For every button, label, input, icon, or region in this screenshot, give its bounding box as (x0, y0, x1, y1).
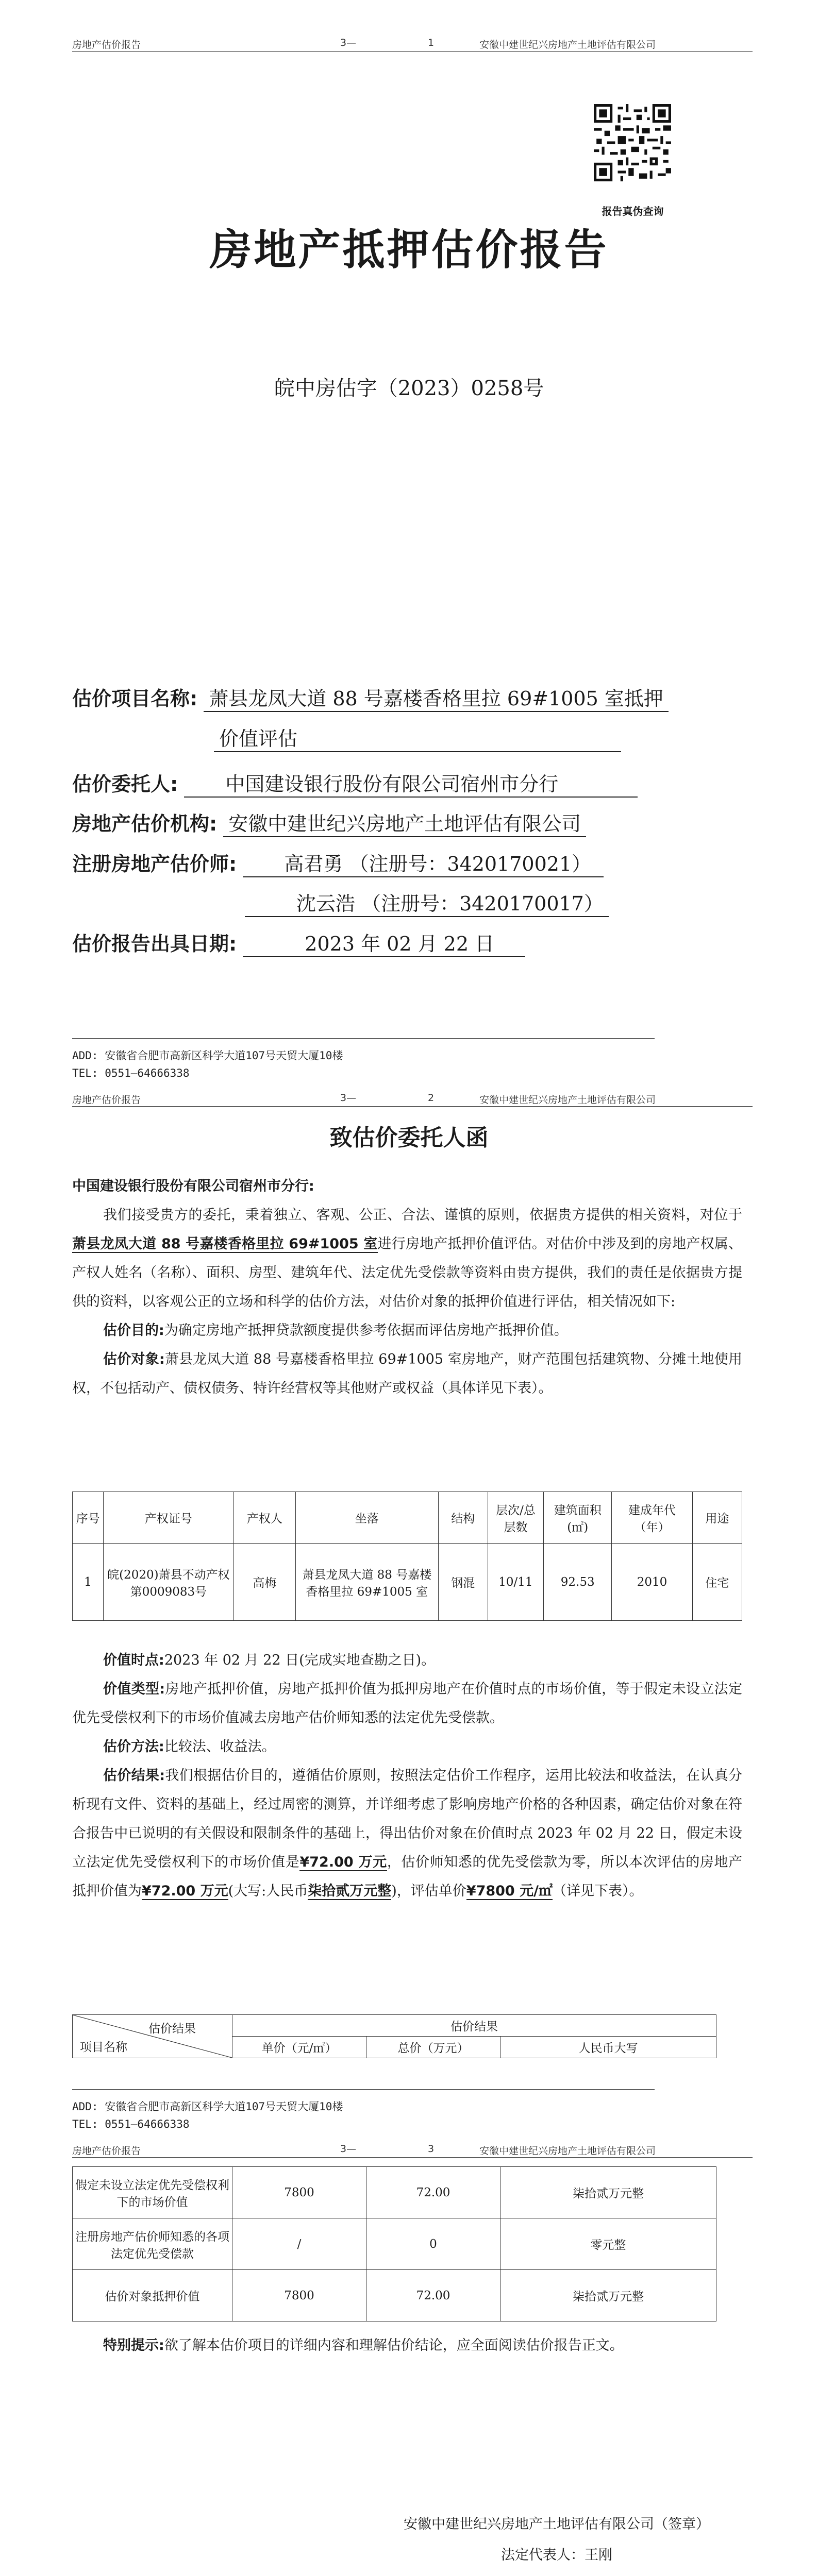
table-header: 产权人 (233, 1492, 295, 1544)
result-label: 估价结果: (103, 1768, 165, 1784)
result-text: )，评估单价 (391, 1883, 466, 1899)
column-header: 总价（万元） (366, 2037, 500, 2058)
table-header: 结构 (438, 1492, 488, 1544)
header-left: 房地产估价报告 (72, 1094, 141, 1106)
property-address: 萧县龙凤大道 88 号嘉楼香格里拉 69#1005 室 (72, 1236, 378, 1252)
appraiser-row (72, 848, 604, 877)
summary-table-head (72, 2014, 716, 2058)
client-label: 估价委托人: (72, 773, 178, 795)
header-right: 安徽中建世纪兴房地产土地评估有限公司 (479, 39, 656, 50)
corner-cell (73, 2015, 232, 2058)
corner-bottom-label: 项目名称 (80, 2041, 127, 2054)
report-date-value: 2023 年 02 月 22 日 (243, 928, 525, 957)
header-left: 房地产估价报告 (72, 39, 141, 50)
report-date-label: 估价报告出具日期: (72, 933, 237, 955)
purpose-label: 估价目的: (103, 1323, 164, 1338)
report-number: 皖中房估字（2023）0258号 (274, 377, 544, 400)
table-row (73, 2270, 716, 2321)
market-value: ¥72.00 万元 (299, 1854, 387, 1870)
header-mid: 3— (340, 37, 357, 48)
value-in-words: 柒拾贰万元整 (308, 1883, 392, 1899)
table-cell: 钢混 (438, 1544, 488, 1621)
footer-tel: TEL: 0551—64666338 (72, 2118, 190, 2130)
header-page-number: 3 (428, 2143, 435, 2155)
summary-table (72, 2166, 716, 2321)
method-label: 估价方法: (103, 1739, 164, 1755)
paragraph-text: 我们接受贵方的委托，秉着独立、客观、公正、合法、谨慎的原则，依据贵方提供的相关资料，对位于 (103, 1207, 742, 1223)
letter-body-2 (72, 1646, 742, 1906)
paragraph-text: 进行房地产抵押价值评估。对估价中涉及到的房地产权属、产权人姓名（名称）、面积、房型、建筑年代、法定优先受偿款等资料由贵方提供，我们的责任是依据贵方提供的资料，以客观公正的立场和科学的估价方法，对估价对象的抵押价值进行评估，相关情况如下: (72, 1236, 743, 1310)
result-text: ，估价师知悉的优先受偿款为零，所以本次评估的房地产抵押价值为 (72, 1854, 743, 1899)
table-cell: 72.00 (366, 2167, 500, 2218)
table-cell: 10/11 (488, 1544, 543, 1621)
table-cell: / (232, 2218, 366, 2270)
qr-caption: 报告真伪查询 (602, 205, 664, 217)
table-header-row (73, 1492, 742, 1544)
project-name-row-2 (214, 723, 621, 752)
notice-text: 欲了解本估价项目的详细内容和理解估价结论，应全面阅读估价报告正文。 (164, 2337, 624, 2353)
signature-block (361, 2509, 753, 2576)
header-page-number: 2 (428, 1092, 435, 1104)
method-text: 比较法、收益法。 (164, 1739, 276, 1755)
appraiser-row-2 (245, 888, 609, 917)
project-name-row (72, 683, 669, 712)
column-header: 人民币大写 (500, 2037, 716, 2058)
footer-address: ADD: 安徽省合肥市高新区科学大道107号天贸大厦10楼 (72, 1049, 343, 1062)
table-cell: 皖(2020)萧县不动产权第0009083号 (104, 1544, 234, 1621)
client-row (72, 768, 638, 798)
corner-top-label: 估价结果 (148, 2022, 196, 2036)
value-date-text: 2023 年 02 月 22 日(完成实地查勘之日)。 (164, 1652, 436, 1668)
table-cell: 1 (73, 1544, 104, 1621)
special-notice (72, 2331, 742, 2360)
letter-title: 致估价委托人函 (329, 1125, 489, 1151)
page-header (72, 2137, 753, 2158)
date-row (72, 928, 525, 957)
header-mid: 3— (340, 2143, 357, 2155)
notice-label: 特别提示: (103, 2337, 164, 2353)
footer-tel: TEL: 0551—64666338 (72, 1067, 190, 1079)
agency-value: 安徽中建世纪兴房地产土地评估有限公司 (223, 808, 586, 837)
appraiser-1: 高君勇 （注册号：3420170021） (243, 848, 604, 877)
mortgage-value: ¥72.00 万元 (142, 1883, 228, 1899)
page-footer (72, 1038, 655, 1082)
column-header: 单价（元/㎡） (232, 2037, 366, 2058)
table-row (73, 2167, 716, 2218)
agency-label: 房地产估价机构: (72, 812, 218, 835)
report-title: 房地产抵押估价报告 (209, 225, 609, 275)
result-text: 我们根据估价目的，遵循估价原则，按照法定估价工作程序，运用比较法和收益法，在认真分析现有文件、资料的基础上，经过周密的测算，并详细考虑了影响房地产价格的各种因素，确定估价对象在符合报告中已说明的有关假设和限制条件的基础上，得出估价对象在价值时点 2023 年 02 月 22 日，假定未设立法定优先受偿权利下的市场价值是 (72, 1768, 742, 1870)
table-header: 建成年代（年） (612, 1492, 692, 1544)
table-cell: 高梅 (233, 1544, 295, 1621)
project-name-value-2: 价值评估 (214, 723, 621, 752)
table-row (73, 1544, 742, 1621)
table-cell: 住宅 (692, 1544, 742, 1621)
appraiser-label: 注册房地产估价师: (72, 853, 237, 875)
header-page-number: 1 (428, 37, 435, 48)
property-table (72, 1492, 742, 1621)
table-header: 序号 (73, 1492, 104, 1544)
value-date-label: 价值时点: (103, 1652, 164, 1668)
table-cell: 柒拾贰万元整 (500, 2167, 716, 2218)
header-right: 安徽中建世纪兴房地产土地评估有限公司 (479, 1094, 656, 1106)
value-type-text: 房地产抵押价值，房地产抵押价值为抵押房地产在价值时点的市场价值，等于假定未设立法定优先受偿权利下的市场价值减去房地产估价师知悉的法定优先受偿款。 (72, 1681, 742, 1726)
client-value: 中国建设银行股份有限公司宿州市分行 (184, 768, 638, 798)
table-cell: 注册房地产估价师知悉的各项法定优先受偿款 (73, 2218, 232, 2270)
project-name-value: 萧县龙凤大道 88 号嘉楼香格里拉 69#1005 室抵押 (204, 683, 669, 712)
agency-row (72, 808, 586, 837)
letter-body-1 (72, 1172, 742, 1403)
header-right: 安徽中建世纪兴房地产土地评估有限公司 (479, 2145, 656, 2157)
object-text: 萧县龙凤大道 88 号嘉楼香格里拉 69#1005 室房地产，财产范围包括建筑物、分摊土地使用权，不包括动产、债权债务、特许经营权等其他财产或权益（具体详见下表）。 (72, 1351, 742, 1396)
table-cell: 萧县龙凤大道 88 号嘉楼香格里拉 69#1005 室 (295, 1544, 438, 1621)
project-name-label: 估价项目名称: (72, 687, 198, 710)
addressee: 中国建设银行股份有限公司宿州市分行: (72, 1178, 314, 1194)
page-footer (72, 2089, 655, 2133)
table-cell: 7800 (232, 2167, 366, 2218)
table-row (73, 2218, 716, 2270)
table-header: 用途 (692, 1492, 742, 1544)
result-text: （详见下表）。 (552, 1883, 643, 1899)
object-label: 估价对象: (103, 1351, 165, 1367)
table-header: 坐落 (295, 1492, 438, 1544)
purpose-text: 为确定房地产抵押贷款额度提供参考依据而评估房地产抵押价值。 (164, 1323, 568, 1338)
table-header: 层次/总层数 (488, 1492, 543, 1544)
table-header: 产权证号 (104, 1492, 234, 1544)
appraiser-2: 沈云浩 （注册号：3420170017） (245, 888, 609, 917)
unit-price: ¥7800 元/㎡ (466, 1883, 553, 1899)
table-cell: 假定未设立法定优先受偿权利下的市场价值 (73, 2167, 232, 2218)
table-cell: 2010 (612, 1544, 692, 1621)
result-text: (大写:人民币 (228, 1883, 308, 1899)
legal-representative: 法定代表人：王刚 (501, 2547, 612, 2563)
page-header (72, 1086, 753, 1107)
footer-address: ADD: 安徽省合肥市高新区科学大道107号天贸大厦10楼 (72, 2100, 343, 2113)
table-cell: 0 (366, 2218, 500, 2270)
table-cell: 7800 (232, 2270, 366, 2321)
header-left: 房地产估价报告 (72, 2145, 141, 2157)
table-cell: 柒拾贰万元整 (500, 2270, 716, 2321)
table-cell: 估价对象抵押价值 (73, 2270, 232, 2321)
page-header (72, 31, 753, 52)
table-cell: 72.00 (366, 2270, 500, 2321)
value-type-label: 价值类型: (103, 1681, 165, 1697)
company-seal-line: 安徽中建世纪兴房地产土地评估有限公司（签章） (404, 2516, 710, 2532)
table-cell: 92.53 (544, 1544, 612, 1621)
group-header: 估价结果 (232, 2015, 716, 2037)
header-mid: 3— (340, 1092, 357, 1104)
table-header: 建筑面积(㎡) (544, 1492, 612, 1544)
table-cell: 零元整 (500, 2218, 716, 2270)
sign-date (361, 2571, 753, 2576)
qr-code-icon[interactable] (594, 104, 671, 181)
